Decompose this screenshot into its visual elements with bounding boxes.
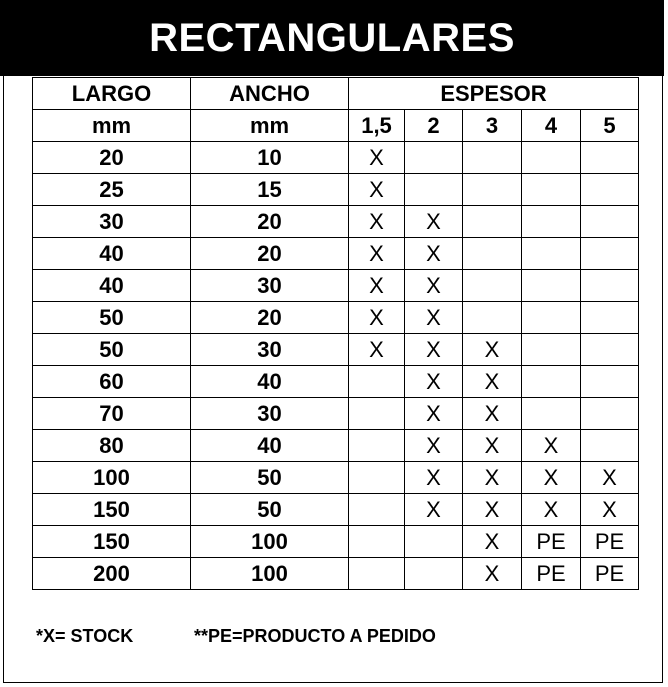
availability-cell: X	[349, 270, 405, 302]
availability-cell: X	[463, 398, 522, 430]
largo-cell: 20	[33, 142, 191, 174]
availability-cell	[463, 174, 522, 206]
availability-cell: PE	[581, 526, 639, 558]
thickness-header: 3	[463, 110, 522, 142]
table-row	[33, 398, 639, 430]
largo-cell: 200	[33, 558, 191, 590]
availability-cell	[581, 238, 639, 270]
table-row	[33, 142, 639, 174]
availability-cell	[349, 558, 405, 590]
table-row	[33, 206, 639, 238]
page-title: RECTANGULARES	[0, 0, 664, 76]
availability-cell	[522, 270, 581, 302]
ancho-cell: 30	[191, 334, 349, 366]
ancho-cell: 50	[191, 462, 349, 494]
availability-cell	[349, 366, 405, 398]
availability-cell	[463, 206, 522, 238]
largo-cell: 50	[33, 302, 191, 334]
table-row	[33, 558, 639, 590]
availability-cell: X	[405, 366, 463, 398]
availability-cell	[581, 398, 639, 430]
availability-cell: X	[463, 430, 522, 462]
table-row	[33, 270, 639, 302]
availability-cell: X	[405, 398, 463, 430]
largo-cell: 100	[33, 462, 191, 494]
availability-cell: X	[405, 238, 463, 270]
availability-cell: X	[405, 270, 463, 302]
largo-cell: 30	[33, 206, 191, 238]
ancho-cell: 40	[191, 430, 349, 462]
header-row	[33, 78, 639, 110]
availability-cell: X	[405, 334, 463, 366]
largo-cell: 150	[33, 494, 191, 526]
header-largo: LARGO	[33, 78, 191, 110]
availability-cell	[463, 302, 522, 334]
ancho-cell: 30	[191, 270, 349, 302]
availability-cell: PE	[581, 558, 639, 590]
table-row	[33, 334, 639, 366]
ancho-cell: 20	[191, 238, 349, 270]
largo-cell: 25	[33, 174, 191, 206]
table-row	[33, 174, 639, 206]
availability-cell: X	[463, 366, 522, 398]
availability-cell: X	[581, 462, 639, 494]
availability-cell: X	[349, 302, 405, 334]
largo-cell: 150	[33, 526, 191, 558]
unit-row	[33, 110, 639, 142]
thickness-header: 2	[405, 110, 463, 142]
availability-cell: X	[463, 558, 522, 590]
availability-cell: X	[349, 206, 405, 238]
unit-ancho: mm	[191, 110, 349, 142]
availability-cell	[522, 206, 581, 238]
availability-cell: PE	[522, 558, 581, 590]
ancho-cell: 20	[191, 206, 349, 238]
availability-cell	[405, 526, 463, 558]
table-row	[33, 430, 639, 462]
thickness-header: 4	[522, 110, 581, 142]
unit-largo: mm	[33, 110, 191, 142]
availability-cell: X	[463, 526, 522, 558]
availability-cell: X	[463, 334, 522, 366]
ancho-cell: 50	[191, 494, 349, 526]
availability-cell	[349, 462, 405, 494]
availability-cell: X	[349, 142, 405, 174]
ancho-cell: 100	[191, 526, 349, 558]
table-row	[33, 238, 639, 270]
ancho-cell: 15	[191, 174, 349, 206]
table-row	[33, 526, 639, 558]
order-legend: **PE=PRODUCTO A PEDIDO	[194, 626, 436, 646]
availability-cell: X	[349, 334, 405, 366]
thickness-header: 1,5	[349, 110, 405, 142]
largo-cell: 70	[33, 398, 191, 430]
availability-cell	[405, 142, 463, 174]
availability-cell	[349, 494, 405, 526]
largo-cell: 50	[33, 334, 191, 366]
table-row	[33, 494, 639, 526]
thickness-header: 5	[581, 110, 639, 142]
availability-cell	[405, 558, 463, 590]
largo-cell: 60	[33, 366, 191, 398]
availability-cell	[522, 174, 581, 206]
ancho-cell: 100	[191, 558, 349, 590]
stock-legend: *X= STOCK	[36, 626, 134, 646]
availability-cell	[463, 270, 522, 302]
availability-cell	[463, 142, 522, 174]
availability-cell	[522, 334, 581, 366]
header-espesor: ESPESOR	[349, 78, 639, 110]
availability-cell	[581, 366, 639, 398]
table-row	[33, 462, 639, 494]
availability-cell: X	[522, 462, 581, 494]
ancho-cell: 10	[191, 142, 349, 174]
availability-cell	[349, 430, 405, 462]
header-ancho: ANCHO	[191, 78, 349, 110]
availability-cell: PE	[522, 526, 581, 558]
availability-cell	[522, 398, 581, 430]
availability-cell: X	[581, 494, 639, 526]
rectangular-tube-table	[32, 77, 639, 590]
availability-cell	[581, 270, 639, 302]
availability-cell	[581, 334, 639, 366]
ancho-cell: 40	[191, 366, 349, 398]
availability-cell	[581, 430, 639, 462]
table-row	[33, 366, 639, 398]
availability-cell	[522, 302, 581, 334]
availability-cell: X	[522, 430, 581, 462]
largo-cell: 40	[33, 270, 191, 302]
availability-cell: X	[405, 494, 463, 526]
table-body	[33, 78, 639, 590]
availability-cell: X	[349, 174, 405, 206]
availability-cell: X	[522, 494, 581, 526]
table-row	[33, 302, 639, 334]
availability-cell: X	[349, 238, 405, 270]
availability-cell: X	[405, 302, 463, 334]
availability-cell	[581, 142, 639, 174]
availability-cell	[581, 206, 639, 238]
ancho-cell: 20	[191, 302, 349, 334]
availability-cell: X	[463, 494, 522, 526]
availability-cell: X	[405, 430, 463, 462]
availability-cell	[405, 174, 463, 206]
availability-cell	[522, 238, 581, 270]
largo-cell: 80	[33, 430, 191, 462]
availability-cell: X	[405, 206, 463, 238]
availability-cell: X	[405, 462, 463, 494]
availability-cell	[349, 398, 405, 430]
availability-cell: X	[463, 462, 522, 494]
availability-cell	[349, 526, 405, 558]
availability-cell	[581, 302, 639, 334]
availability-cell	[522, 142, 581, 174]
availability-cell	[463, 238, 522, 270]
availability-cell	[522, 366, 581, 398]
ancho-cell: 30	[191, 398, 349, 430]
availability-cell	[581, 174, 639, 206]
largo-cell: 40	[33, 238, 191, 270]
